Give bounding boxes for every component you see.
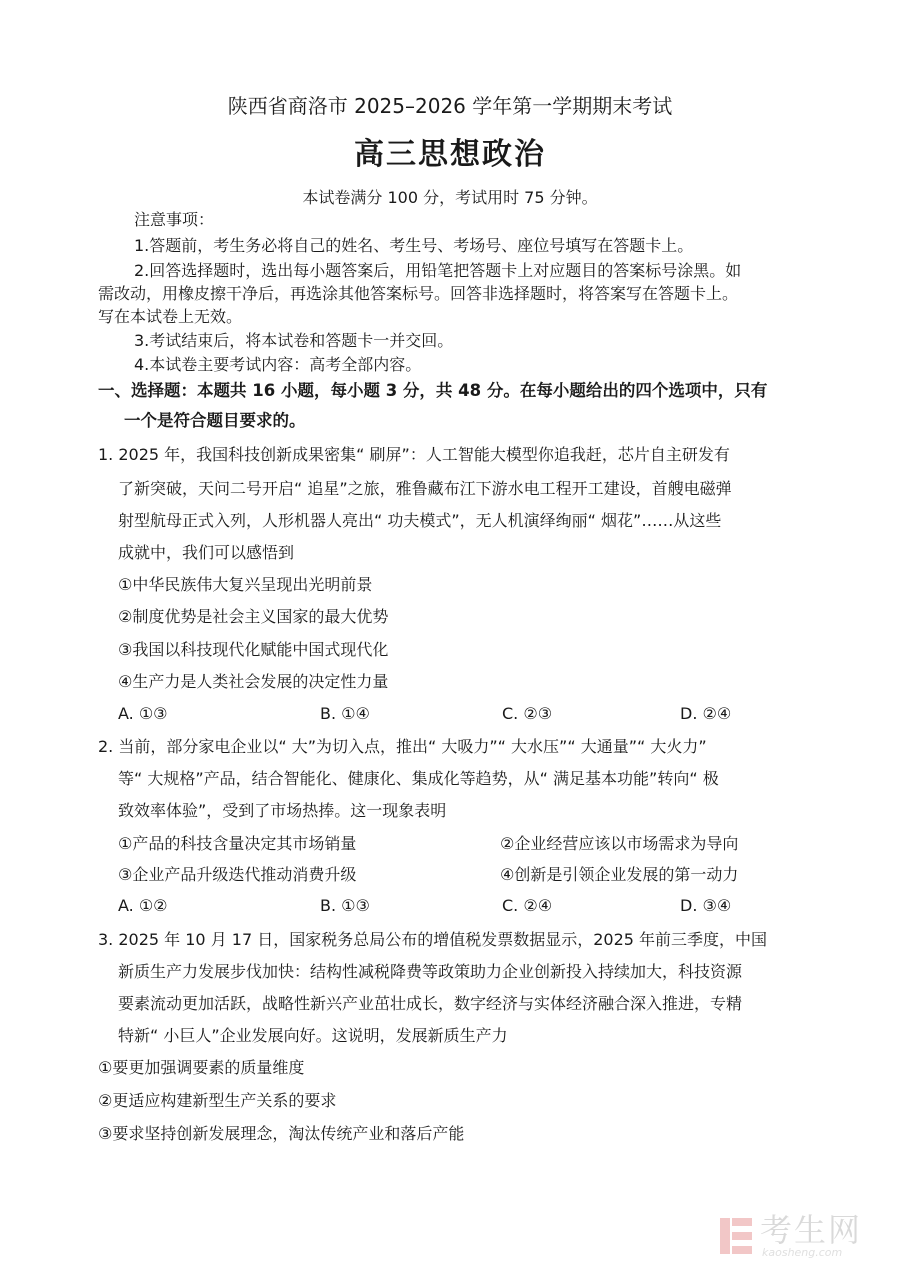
q2-option-4: ④创新是引领企业发展的第一动力 <box>500 865 739 884</box>
section-heading-line-1: 一、选择题：本题共 16 小题，每小题 3 分，共 48 分。在每小题给出的四个选项中，只有 <box>98 381 768 400</box>
q1-option-4: ④生产力是人类社会发展的决定性力量 <box>118 672 389 691</box>
notes-item-4: 4.本试卷主要考试内容：高考全部内容。 <box>134 355 422 374</box>
watermark-logo-icon <box>718 1214 754 1258</box>
q3-option-3: ③要求坚持创新发展理念，淘汰传统产业和落后产能 <box>98 1124 465 1143</box>
watermark <box>718 1211 888 1262</box>
q1-line-1: 1. 2025 年，我国科技创新成果密集“ 刷屏”：人工智能大模型你追我赶，芯片自主研发有 <box>98 445 730 464</box>
q1-option-3: ③我国以科技现代化赋能中国式现代化 <box>118 640 389 659</box>
q2-line-1: 2. 当前，部分家电企业以“ 大”为切入点，推出“ 大吸力”“ 大水压”“ 大通量”“ 大火力” <box>98 737 707 756</box>
q1-line-4: 成就中，我们可以感悟到 <box>118 543 295 562</box>
notes-item-2-line-3: 写在本试卷上无效。 <box>98 307 243 326</box>
q1-choice-c: C. ②③ <box>502 704 553 723</box>
q1-option-2: ②制度优势是社会主义国家的最大优势 <box>118 607 389 626</box>
q2-option-1: ①产品的科技含量决定其市场销量 <box>118 834 357 853</box>
q2-line-3: 致效率体验”，受到了市场热捧。这一现象表明 <box>118 801 447 820</box>
q1-line-2: 了新突破，天问二号开启“ 追星”之旅，雅鲁藏布江下游水电工程开工建设，首艘电磁弹 <box>118 479 732 498</box>
q2-choice-c: C. ②④ <box>502 896 553 915</box>
q3-option-1: ①要更加强调要素的质量维度 <box>98 1058 305 1077</box>
exam-title: 陕西省商洛市 2025–2026 学年第一学期期末考试 <box>227 94 673 118</box>
q2-option-2: ②企业经营应该以市场需求为导向 <box>500 834 739 853</box>
q1-option-1: ①中华民族伟大复兴呈现出光明前景 <box>118 575 373 594</box>
q3-option-2: ②更适应构建新型生产关系的要求 <box>98 1091 337 1110</box>
q3-line-2: 新质生产力发展步伐加快：结构性减税降费等政策助力企业创新投入持续加大，科技资源 <box>118 962 743 981</box>
notes-item-2-line-2: 需改动，用橡皮擦干净后，再选涂其他答案标号。回答非选择题时，将答案写在答题卡上。 <box>98 284 739 303</box>
watermark-brand: 考生网 <box>760 1211 863 1249</box>
exam-info: 本试卷满分 100 分，考试用时 75 分钟。 <box>302 188 598 207</box>
q1-choice-a: A. ①③ <box>118 704 168 723</box>
q3-line-3: 要素流动更加活跃，战略性新兴产业茁壮成长，数字经济与实体经济融合深入推进，专精 <box>118 994 743 1013</box>
section-heading-line-2: 一个是符合题目要求的。 <box>124 411 306 430</box>
q2-choice-a: A. ①② <box>118 896 168 915</box>
q3-line-1: 3. 2025 年 10 月 17 日，国家税务总局公布的增值税发票数据显示，2025 年前三季度，中国 <box>98 930 768 949</box>
q2-line-2: 等“ 大规格”产品，结合智能化、健康化、集成化等趋势，从“ 满足基本功能”转向“ 极 <box>118 769 719 788</box>
q1-line-3: 射型航母正式入列，人形机器人亮出“ 功夫模式”，无人机演绎绚丽“ 烟花”……从这些 <box>118 511 722 530</box>
q2-choice-d: D. ③④ <box>680 896 732 915</box>
notes-item-1: 1.答题前，考生务必将自己的姓名、考生号、考场号、座位号填写在答题卡上。 <box>134 236 694 255</box>
notes-heading: 注意事项： <box>134 210 215 229</box>
notes-item-2-line-1: 2.回答选择题时，选出每小题答案后，用铅笔把答题卡上对应题目的答案标号涂黑。如 <box>134 261 742 280</box>
q2-option-3: ③企业产品升级迭代推动消费升级 <box>118 865 357 884</box>
watermark-domain: kaosheng.com <box>762 1246 843 1259</box>
q1-choice-b: B. ①④ <box>320 704 370 723</box>
q1-choice-d: D. ②④ <box>680 704 732 723</box>
subject-title: 高三思想政治 <box>354 137 546 172</box>
q3-line-4: 特新“ 小巨人”企业发展向好。这说明，发展新质生产力 <box>118 1026 508 1045</box>
q2-choice-b: B. ①③ <box>320 896 370 915</box>
notes-item-3: 3.考试结束后，将本试卷和答题卡一并交回。 <box>134 331 454 350</box>
